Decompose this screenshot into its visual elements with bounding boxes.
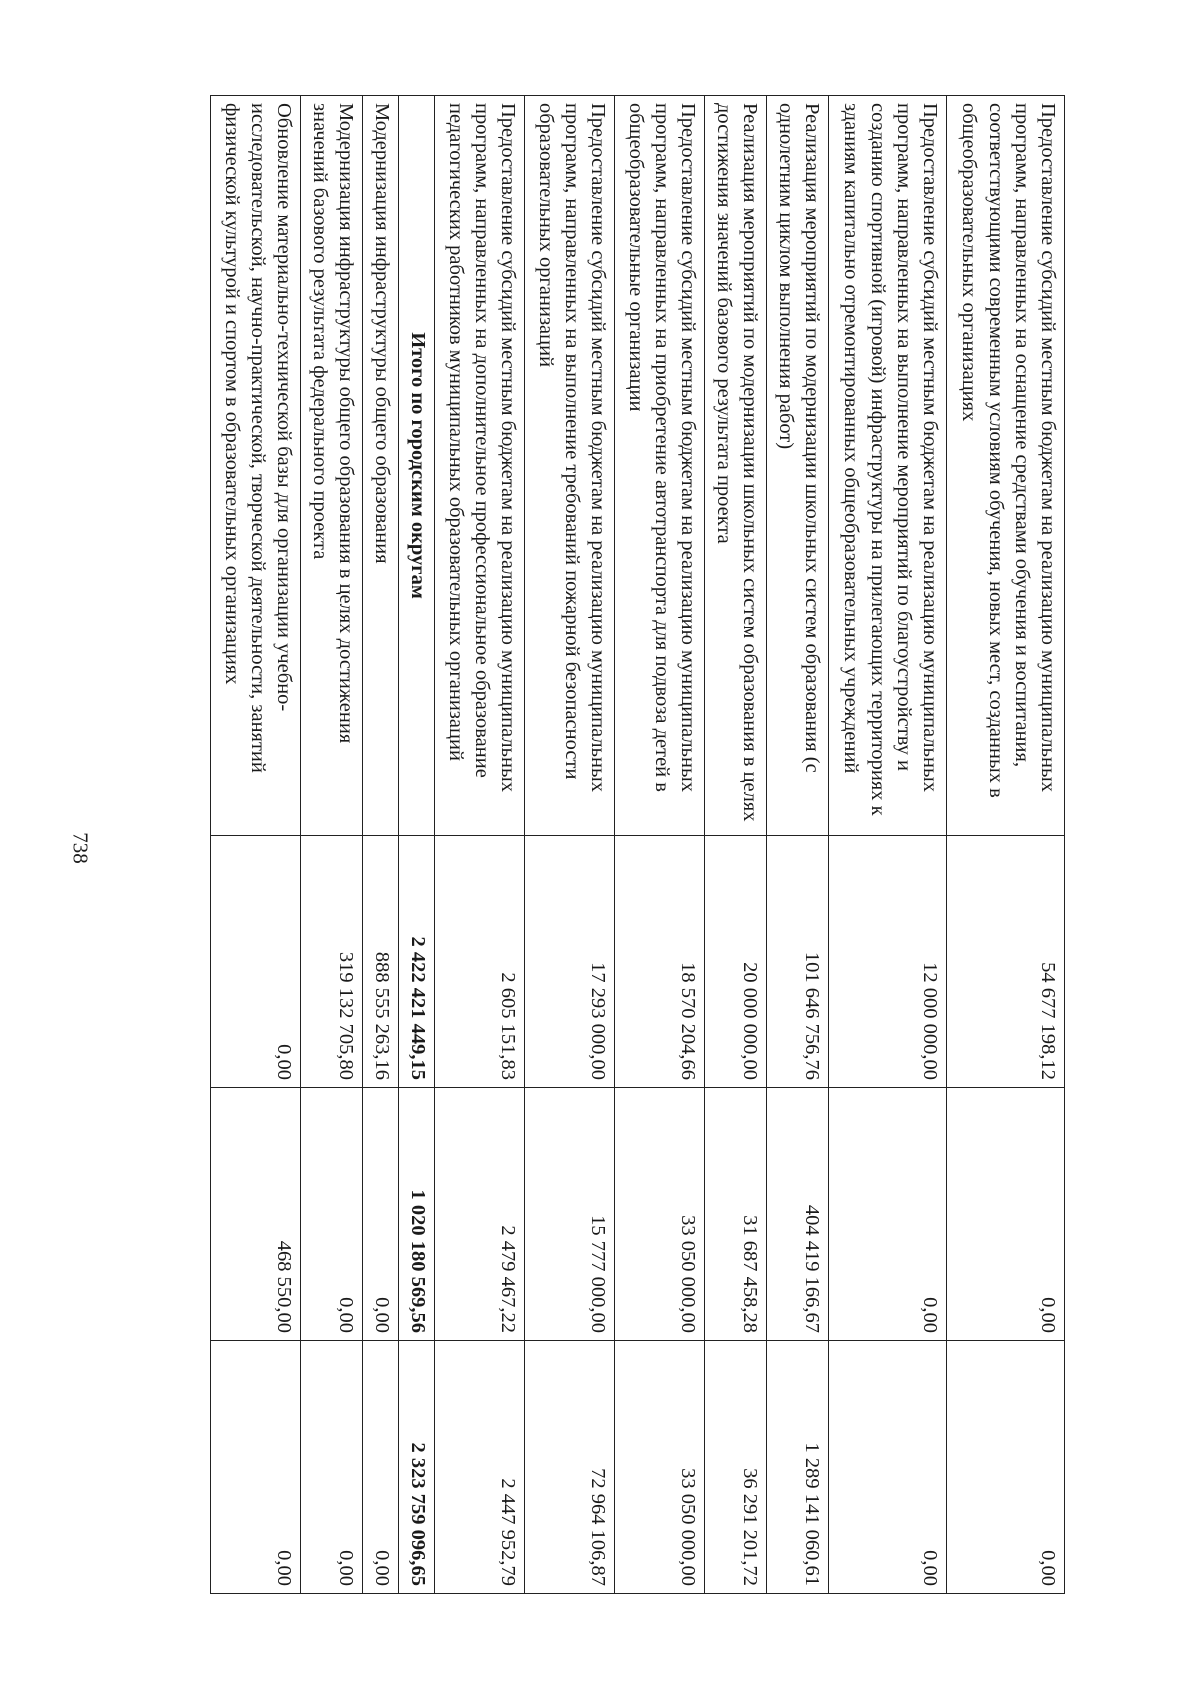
row-value-1: 101 646 756,76 (767, 836, 829, 1088)
row-value-2: 0,00 (301, 1088, 363, 1341)
table-row (615, 96, 705, 1594)
table-row (705, 96, 767, 1594)
table-row (829, 96, 947, 1594)
row-description: Предоставление субсидий местным бюджетам на реализацию муниципальных программ, направленных на оснащение средствами обучения и воспитания, соответствующими современным условиям обучения, новых мест, созданных в общеобразовательных организациях (947, 96, 1065, 836)
row-description: Обновление материально-технической базы для организации учебно-исследовательской, научно-практической, творческой деятельности, занятий физической культурой и спортом в образовательных организациях (211, 96, 301, 836)
total-row (399, 96, 435, 1594)
row-value-2: 15 777 000,00 (525, 1088, 615, 1341)
row-value-2: 0,00 (363, 1088, 399, 1341)
total-value-1: 2 422 421 449,15 (399, 836, 435, 1088)
table-row (211, 96, 301, 1594)
row-value-2: 2 479 467,22 (435, 1088, 525, 1341)
row-value-1: 2 605 151,83 (435, 836, 525, 1088)
row-description: Реализация мероприятий по модернизации школьных систем образования (с однолетним циклом выполнения работ) (767, 96, 829, 836)
rotated-table-frame (125, 95, 1065, 1593)
row-value-1: 888 555 263,16 (363, 836, 399, 1088)
row-value-3: 33 050 000,00 (615, 1341, 705, 1594)
row-value-1: 17 293 000,00 (525, 836, 615, 1088)
table-row (301, 96, 363, 1594)
row-value-3: 0,00 (301, 1341, 363, 1594)
row-description: Реализация мероприятий по модернизации школьных систем образования в целях достижения значений базового результата проекта (705, 96, 767, 836)
row-value-3: 36 291 201,72 (705, 1341, 767, 1594)
row-value-2: 31 687 458,28 (705, 1088, 767, 1341)
row-description: Модернизация инфраструктуры общего образования в целях достижения значений базового результата федерального проекта (301, 96, 363, 836)
row-value-3: 2 447 952,79 (435, 1341, 525, 1594)
row-value-3: 1 289 141 060,61 (767, 1341, 829, 1594)
row-value-3: 0,00 (947, 1341, 1065, 1594)
row-value-1: 12 000 000,00 (829, 836, 947, 1088)
total-value-2: 1 020 180 569,56 (399, 1088, 435, 1341)
row-value-1: 54 677 198,12 (947, 836, 1065, 1088)
total-value-3: 2 323 759 096,65 (399, 1341, 435, 1594)
row-description: Предоставление субсидий местным бюджетам на реализацию муниципальных программ, направленных на приобретение автотранспорта для подвоза детей в общеобразовательные организации (615, 96, 705, 836)
budget-table (210, 95, 1065, 1594)
table-row (947, 96, 1065, 1594)
row-description: Предоставление субсидий местным бюджетам на реализацию муниципальных программ, направленных на выполнение мероприятий по благоустройству и созданию спортивной (игровой) инфраструктуры на прилегающих территориях к зданиям капитально отремонтированных общеобразовательных учреждений (829, 96, 947, 836)
table-row (363, 96, 399, 1594)
page-number: 738 (68, 832, 93, 864)
row-value-2: 404 419 166,67 (767, 1088, 829, 1341)
row-value-2: 0,00 (947, 1088, 1065, 1341)
row-value-1: 20 000 000,00 (705, 836, 767, 1088)
table-row (767, 96, 829, 1594)
row-description: Предоставление субсидий местным бюджетам на реализацию муниципальных программ, направленных на выполнение требований пожарной безопасности образовательных организаций (525, 96, 615, 836)
table-row (435, 96, 525, 1594)
row-value-3: 72 964 106,87 (525, 1341, 615, 1594)
row-value-2: 33 050 000,00 (615, 1088, 705, 1341)
row-value-2: 0,00 (829, 1088, 947, 1341)
table-row (525, 96, 615, 1594)
row-value-2: 468 550,00 (211, 1088, 301, 1341)
row-value-3: 0,00 (363, 1341, 399, 1594)
budget-table-container (125, 95, 1065, 1593)
row-description: Предоставление субсидий местным бюджетам на реализацию муниципальных программ, направленных на дополнительное профессиональное образование педагогических работников муниципальных образовательных организаций (435, 96, 525, 836)
row-value-1: 319 132 705,80 (301, 836, 363, 1088)
row-description: Модернизация инфраструктуры общего образования (363, 96, 399, 836)
total-label: Итого по городским округам (399, 96, 435, 836)
row-value-3: 0,00 (829, 1341, 947, 1594)
row-value-1: 18 570 204,66 (615, 836, 705, 1088)
row-value-1: 0,00 (211, 836, 301, 1088)
row-value-3: 0,00 (211, 1341, 301, 1594)
